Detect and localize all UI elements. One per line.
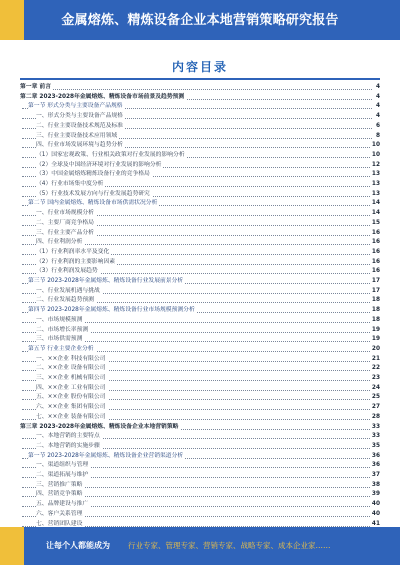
toc-entry-label: 一、形式分类与主要设备产品规格 xyxy=(36,111,125,122)
toc-entry-page: 20 xyxy=(370,344,380,355)
toc-entry-label: 三、营销推广策略 xyxy=(36,480,84,491)
toc-entry-page: 18 xyxy=(370,295,380,306)
toc-entry-page: 10 xyxy=(370,150,380,161)
toc-entry-label: 一、××企业 科技有限公司 xyxy=(36,354,108,365)
toc-entry-label: （5）行业技术发展方向与行业发展趋势研究 xyxy=(36,189,152,200)
toc-entry-label: （3）中国金属熔炼精炼设备行业的竞争格局 xyxy=(36,169,152,180)
toc-entry-label: 五、××企业 股份有限公司 xyxy=(36,392,108,403)
toc-entry-label: 第一节 形式分类与主要设备产品规格 xyxy=(28,101,125,112)
toc-entry-page: 22 xyxy=(370,363,380,374)
toc-entry-page: 16 xyxy=(370,228,380,239)
toc-entry-page: 36 xyxy=(370,460,380,471)
toc-entry-page: 21 xyxy=(370,354,380,365)
toc-entry-page: 40 xyxy=(370,499,380,510)
toc-entry-label: 二、主要厂商竞争格局 xyxy=(36,218,96,229)
toc-entry-label: 一、市场规模预测 xyxy=(36,315,84,326)
toc-entry-label: （2）行业利润的主要影响因素 xyxy=(36,257,117,268)
toc-entry-page: 4 xyxy=(374,82,380,93)
toc-entry-label: 二、××企业 设备有限公司 xyxy=(36,363,108,374)
header-band xyxy=(0,0,400,40)
toc-entry-page: 16 xyxy=(370,247,380,258)
toc-entry-label: 第五节 行业主要企业分析 xyxy=(28,344,96,355)
toc-entry-page: 6 xyxy=(374,121,380,132)
toc-entry-label: 一、行业市场规模分析 xyxy=(36,208,96,219)
toc-entry-page: 28 xyxy=(370,412,380,423)
toc-entry-label: （2）全球及中国经济环境对行业发展的影响分析 xyxy=(36,160,163,171)
toc-entry-label: 三、××企业 机械有限公司 xyxy=(36,373,108,384)
toc-entry-page: 15 xyxy=(370,218,380,229)
toc-entry-page: 4 xyxy=(374,92,380,103)
toc-entry-page: 8 xyxy=(374,131,380,142)
toc-entry-page: 25 xyxy=(370,392,380,403)
toc-entry-label: 七、营销团队建设 xyxy=(36,519,84,530)
toc-entry-label: 一、行业发展机遇与挑战 xyxy=(36,286,102,297)
footer-band xyxy=(0,527,400,565)
toc-entry-label: 二、行业发展趋势预测 xyxy=(36,295,96,306)
toc-entry-page: 41 xyxy=(370,519,380,530)
toc-entry-page: 39 xyxy=(370,489,380,500)
toc-entry-page: 12 xyxy=(370,160,380,171)
toc-entry-label: 六、客户关系管理 xyxy=(36,509,84,520)
toc-entry-label: （1）行业利润率水平及变化 xyxy=(36,247,111,258)
toc-entry-label: 一、渠道组织与管理 xyxy=(36,460,90,471)
toc-entry-label: 第三章 2023-2028年金属熔炼、精炼设备企业本地营销策略 xyxy=(20,422,180,433)
footer-tagline: 行业专家、管理专家、营销专家、战略专家、成本企业家…… xyxy=(128,541,331,550)
footer-slogan: 让每个人都能成为 xyxy=(46,541,110,550)
toc-entry-label: 三、行业主要产品分析 xyxy=(36,228,96,239)
toc-entry-label: 六、××企业 集团有限公司 xyxy=(36,402,108,413)
toc-entry-page: 16 xyxy=(370,237,380,248)
toc-entry-label: 二、市场增长率预测 xyxy=(36,325,90,336)
toc-entry-label: 第二章 2023-2028年金属熔炼、精炼设备市场前景及趋势预测 xyxy=(20,92,186,103)
toc-entry-page: 14 xyxy=(370,198,380,209)
toc-entry-page: 16 xyxy=(370,257,380,268)
toc-entry-label: 二、本地营销的实施步骤 xyxy=(36,441,102,452)
toc-divider xyxy=(20,78,380,80)
toc-entry-label: 第一章 前言 xyxy=(20,82,53,93)
toc-entry-page: 40 xyxy=(370,509,380,520)
toc-entry-page: 13 xyxy=(370,169,380,180)
table-of-contents xyxy=(20,82,380,532)
toc-entry-label: 四、行业利润分析 xyxy=(36,237,84,248)
toc-entry-page: 17 xyxy=(370,276,380,287)
toc-entry-label: 四、××企业 工业有限公司 xyxy=(36,383,108,394)
toc-entry-page: 37 xyxy=(370,470,380,481)
toc-entry-label: 七、××企业 装备有限公司 xyxy=(36,412,108,423)
toc-entry-page: 16 xyxy=(370,266,380,277)
toc-entry-label: 五、品牌建设与推广 xyxy=(36,499,90,510)
toc-entry-page: 18 xyxy=(370,315,380,326)
toc-entry-page: 13 xyxy=(370,189,380,200)
toc-entry-page: 4 xyxy=(374,111,380,122)
toc-entry-page: 33 xyxy=(370,422,380,433)
toc-entry-label: 三、行业主要设备技术应用领域 xyxy=(36,131,119,142)
toc-entry-page: 35 xyxy=(370,441,380,452)
toc-leader-dots xyxy=(22,89,372,90)
toc-entry-label: 四、营销竞争策略 xyxy=(36,489,84,500)
toc-entry-label: 第一节 2023-2028年金属熔炼、精炼设备企业营销渠道分析 xyxy=(28,451,185,462)
toc-entry-page: 10 xyxy=(370,140,380,151)
toc-entry-label: 第三节 2023-2028年金属熔炼、精炼设备行业发展前景分析 xyxy=(28,276,185,287)
toc-entry-page: 27 xyxy=(370,402,380,413)
toc-entry-label: 第二节 国内金属熔炼、精炼设备市场供需状况分析 xyxy=(28,198,159,209)
toc-entry-label: 一、本地营销的主要特点 xyxy=(36,431,102,442)
toc-entry-label: 四、行业市场发展环境与趋势分析 xyxy=(36,140,125,151)
toc-entry-label: （3）行业利润发展趋势 xyxy=(36,266,100,277)
toc-entry-page: 4 xyxy=(374,101,380,112)
toc-entry-page: 19 xyxy=(370,334,380,345)
toc-entry-page: 24 xyxy=(370,383,380,394)
toc-entry-page: 13 xyxy=(370,179,380,190)
toc-entry-page: 36 xyxy=(370,451,380,462)
toc-entry-label: 二、行业主要设备技术规范及标准 xyxy=(36,121,125,132)
toc-entry-page: 38 xyxy=(370,480,380,491)
toc-entry-page: 19 xyxy=(370,325,380,336)
toc-entry-page: 23 xyxy=(370,373,380,384)
toc-entry-label: （1）国家宏观政策、行业相关政策对行业发展的影响分析 xyxy=(36,150,187,161)
toc-entry-page: 14 xyxy=(370,208,380,219)
toc-title: 内容目录 xyxy=(171,60,228,74)
toc-entry-label: 二、渠道拓展与维护 xyxy=(36,470,90,481)
footer-accent xyxy=(0,527,24,565)
toc-entry-page: 18 xyxy=(370,305,380,316)
toc-entry-label: 第四节 2023-2028年金属熔炼、精炼设备行业市场规模预测分析 xyxy=(28,305,197,316)
toc-entry-page: 33 xyxy=(370,431,380,442)
report-title: 金属熔炼、精炼设备企业本地营销策略研究报告 xyxy=(61,13,339,28)
toc-entry-label: 三、市场供需预测 xyxy=(36,334,84,345)
toc-entry-label: （4）行业市场集中度分析 xyxy=(36,179,105,190)
toc-entry-page: 17 xyxy=(370,286,380,297)
